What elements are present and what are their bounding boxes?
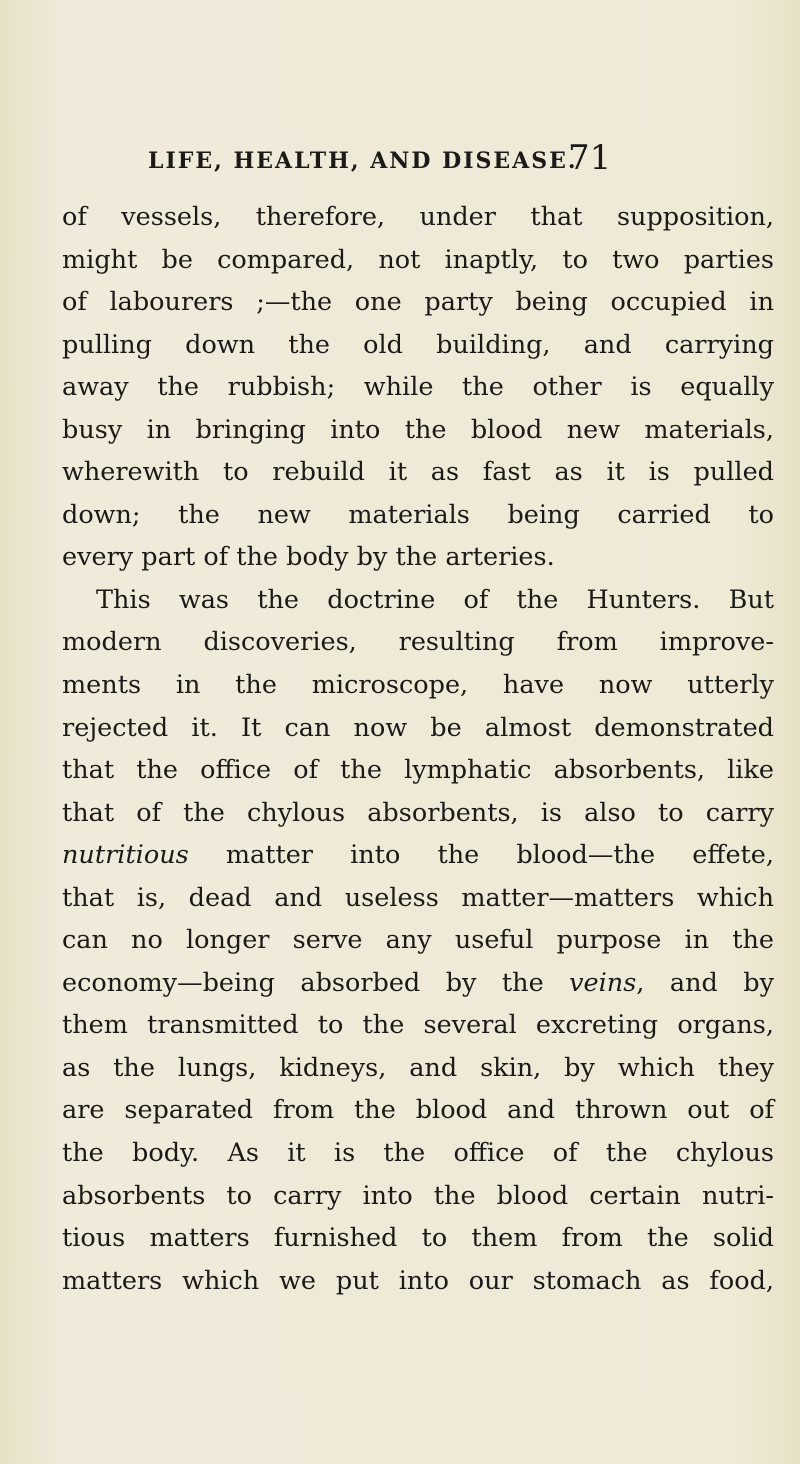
- text-line: of labourers ;—the one party being occupied in: [62, 287, 774, 318]
- text-line-italic-mid: [62, 962, 774, 1005]
- text-fragment: , and by: [636, 967, 774, 998]
- text-line: might be compared, not inaptly, to two parties: [62, 244, 774, 275]
- text-line: modern discoveries, resulting from improve-: [62, 627, 774, 658]
- text-line: are separated from the blood and thrown out of: [62, 1095, 774, 1126]
- italic-word: veins: [569, 967, 637, 998]
- text-line: ments in the microscope, have now utterly: [62, 670, 774, 701]
- text-fragment: economy—being absorbed by the: [62, 967, 570, 998]
- text-line-italic-start: [62, 834, 774, 877]
- text-line: them transmitted to the several excreting organs,: [62, 1010, 774, 1041]
- text-line: absorbents to carry into the blood certain nutri-: [62, 1180, 774, 1211]
- text-line: away the rubbish; while the other is equally: [62, 372, 774, 403]
- text-line: wherewith to rebuild it as fast as it is pulled: [62, 457, 774, 488]
- text-line: rejected it. It can now be almost demonstrated: [62, 712, 774, 743]
- text-line: of vessels, therefore, under that supposition,: [62, 202, 774, 232]
- running-head: [148, 138, 768, 188]
- text-line: busy in bringing into the blood new materials,: [62, 414, 774, 445]
- text-line: pulling down the old building, and carrying: [62, 329, 774, 360]
- text-line: matters which we put into our stomach as food,: [62, 1265, 774, 1296]
- running-title: LIFE, HEALTH, AND DISEASE.: [148, 148, 578, 174]
- text-line: that is, dead and useless matter—matters which: [62, 882, 774, 913]
- text-line: down; the new materials being carried to: [62, 499, 774, 530]
- text-line: as the lungs, kidneys, and skin, by which they: [62, 1052, 774, 1083]
- page-number: 71: [568, 138, 612, 178]
- text-line: This was the doctrine of the Hunters. But: [96, 584, 774, 615]
- text-line: that the office of the lymphatic absorbents, like: [62, 755, 774, 786]
- text-line: every part of the body by the arteries.: [62, 542, 555, 573]
- body-text: [62, 196, 774, 1302]
- text-line: can no longer serve any useful purpose in the: [62, 925, 774, 956]
- text-line: tious matters furnished to them from the solid: [62, 1223, 774, 1254]
- text-fragment: matter into the blood—the effete,: [188, 840, 774, 871]
- text-line: the body. As it is the office of the chylous: [62, 1138, 774, 1169]
- italic-word: nutritious: [62, 840, 189, 871]
- text-line: that of the chylous absorbents, is also to carry: [62, 797, 774, 828]
